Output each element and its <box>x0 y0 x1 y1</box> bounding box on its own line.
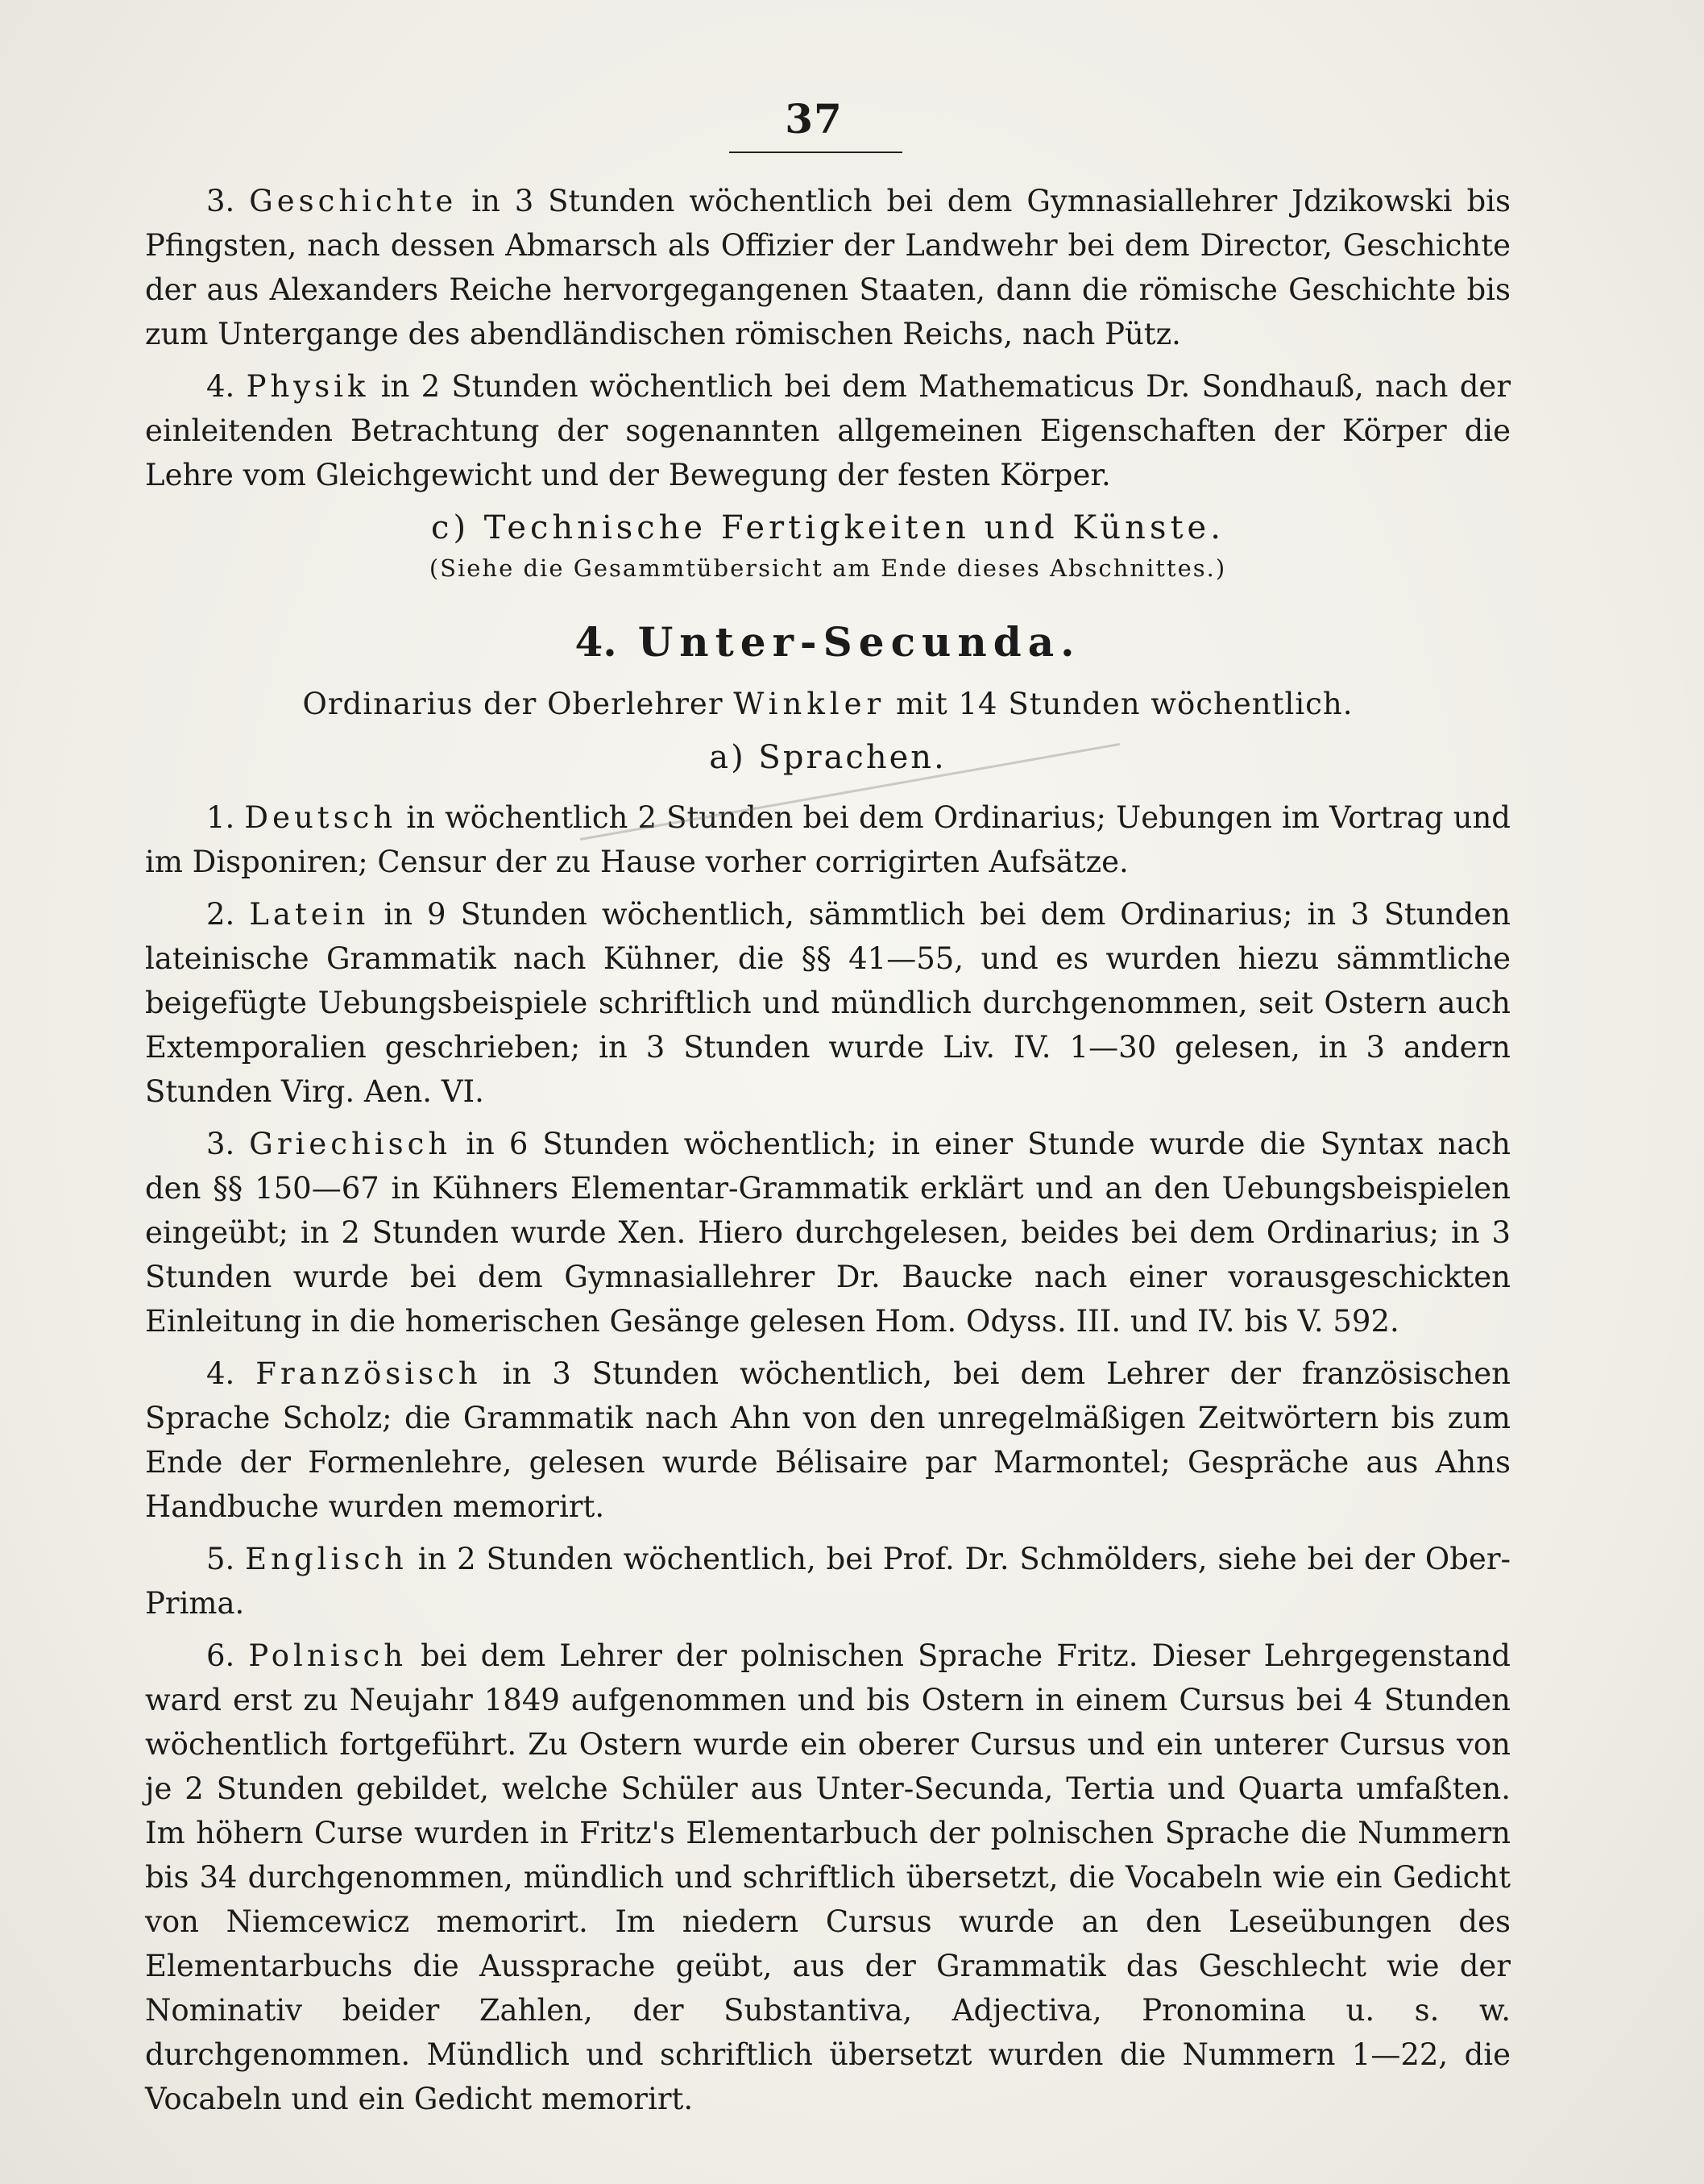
ordinarius-line <box>145 683 1511 726</box>
subject-title: Französisch <box>255 1356 482 1391</box>
item-number: 1. <box>206 800 235 835</box>
subject-title: Englisch <box>245 1542 408 1576</box>
ordinarius-prefix: Ordinarius der Oberlehrer <box>302 687 723 721</box>
header-rule <box>729 152 902 153</box>
section-heading <box>145 617 1511 668</box>
item-number: 6. <box>206 1638 235 1673</box>
page-content <box>145 179 1511 2129</box>
paragraph-german <box>145 795 1511 884</box>
item-number: 2. <box>206 897 235 932</box>
paragraph-text: in 2 Stunden wöchentlich bei dem Mathematicus Dr. Sondhauß, nach der einleitenden Betrachtung der sogenannten allgemeinen Eigenschaften der Körper die Lehre vom Gleichgewicht und der Bewegung der festen Körper. <box>145 369 1511 492</box>
subject-title: Geschichte <box>249 184 458 218</box>
ordinarius-name: Winkler <box>733 687 886 721</box>
paragraph-french <box>145 1352 1511 1529</box>
paragraph-greek <box>145 1122 1511 1343</box>
paragraph-text: in 3 Stunden wöchentlich bei dem Gymnasiallehrer Jdzikowski bis Pfingsten, nach dessen Abmarsch als Offizier der Landwehr bei dem Director, Geschichte der aus Alexanders Reiche hervorgegangenen Staaten, dann die römische Geschichte bis zum Untergange des abendländischen römischen Reichs, nach Pütz. <box>145 184 1511 351</box>
paragraph-history <box>145 179 1511 356</box>
paragraph-latin <box>145 892 1511 1114</box>
item-number: 3. <box>206 184 235 218</box>
paragraph-text: in 3 Stunden wöchentlich, bei dem Lehrer der französischen Sprache Scholz; die Grammatik nach Ahn von den unregelmäßigen Zeitwörtern bis zum Ende der Formenlehre, gelesen wurde Bélisaire par Marmontel; Gespräche aus Ahns Handbuche wurden memorirt. <box>145 1356 1511 1524</box>
section-title: Unter-Secunda. <box>637 618 1081 666</box>
ordinarius-suffix: mit 14 Stunden wöchentlich. <box>895 687 1354 721</box>
paragraph-text: in 2 Stunden wöchentlich, bei Prof. Dr. Schmölders, siehe bei der Ober-Prima. <box>145 1542 1511 1621</box>
section-number: 4. <box>574 618 617 666</box>
item-number: 3. <box>206 1127 235 1161</box>
paragraph-polish <box>145 1634 1511 2121</box>
subsection-c-heading: c) Technische Fertigkeiten und Künste. <box>431 509 1225 546</box>
subject-title: Griechisch <box>249 1127 452 1161</box>
paragraph-text: bei dem Lehrer der polnischen Sprache Fritz. Dieser Lehrgegenstand ward erst zu Neujahr 1849 aufgenommen und bis Ostern in einem Cursus bei 4 Stunden wöchentlich fortgeführt. Zu Ostern wurde ein oberer Cursus und ein unterer Cursus von je 2 Stunden gebildet, welche Schüler aus Unter-Secunda, Tertia und Quarta umfaßten. Im höhern Curse wurden in Fritz's Elementarbuch der polnischen Sprache die Nummern bis 34 durchgenommen, mündlich und schriftlich übersetzt, die Vocabeln wie ein Gedicht von Niemcewicz memorirt. Im niedern Cursus wurde an den Leseübungen des Elementarbuchs die Aussprache geübt, aus der Grammatik das Geschlecht wie der Nominativ beider Zahlen, der Substantiva, Adjectiva, Pronomina u. s. w. durchgenommen. Mündlich und schriftlich übersetzt wurden die Nummern 1—22, die Vocabeln und ein Gedicht memorirt. <box>145 1638 1511 2116</box>
item-number: 4. <box>206 1356 235 1391</box>
subject-title: Deutsch <box>244 800 397 835</box>
paragraph-text: in 9 Stunden wöchentlich, sämmtlich bei dem Ordinarius; in 3 Stunden lateinische Grammatik nach Kühner, die §§ 41—55, und es wurden hiezu sämmtliche beigefügte Uebungsbeispiele schriftlich und mündlich durchgenommen, seit Ostern auch Extemporalien geschrieben; in 3 Stunden wurde Liv. IV. 1—30 gelesen, in 3 andern Stunden Virg. Aen. VI. <box>145 897 1511 1109</box>
item-number: 4. <box>206 369 235 404</box>
subsection-a-heading: a) Sprachen. <box>709 739 947 776</box>
paragraph-english <box>145 1537 1511 1626</box>
item-number: 5. <box>206 1542 235 1576</box>
subsection-c-note: (Siehe die Gesammtübersicht am Ende dieses Abschnittes.) <box>429 554 1227 582</box>
subject-title: Polnisch <box>248 1638 408 1673</box>
page-number: 37 <box>785 95 843 143</box>
subject-title: Latein <box>249 897 370 932</box>
paragraph-physics <box>145 364 1511 497</box>
subject-title: Physik <box>246 369 370 404</box>
paragraph-text: in 6 Stunden wöchentlich; in einer Stunde wurde die Syntax nach den §§ 150—67 in Kühners Elementar-Grammatik erklärt und an den Uebungsbeispielen eingeübt; in 2 Stunden wurde Xen. Hiero durchgelesen, beides bei dem Ordinarius; in 3 Stunden wurde bei dem Gymnasiallehrer Dr. Baucke nach einer vorausgeschickten Einleitung in die homerischen Gesänge gelesen Hom. Odyss. III. und IV. bis V. 592. <box>145 1127 1511 1339</box>
paragraph-text: in wöchentlich 2 Stunden bei dem Ordinarius; Uebungen im Vortrag und im Disponiren; Censur der zu Hause vorher corrigirten Aufsätze. <box>145 800 1511 879</box>
